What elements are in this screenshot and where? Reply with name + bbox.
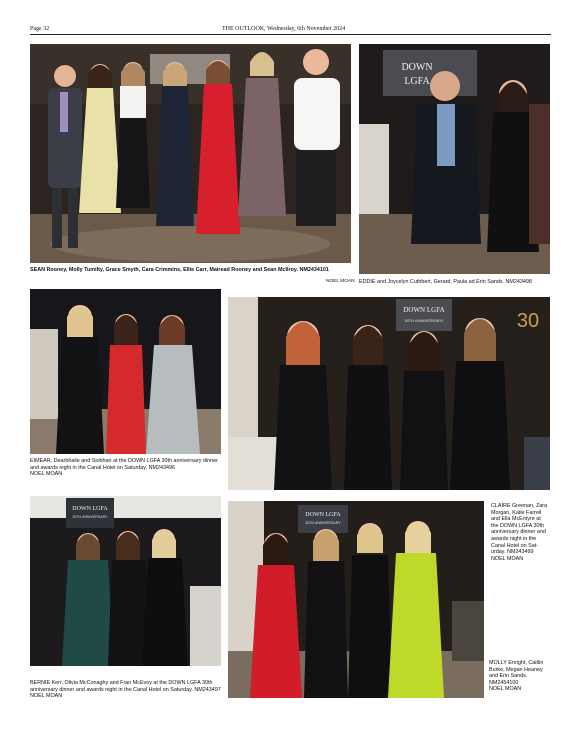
sign-text-1: DOWN LGFA [72,506,108,512]
caption-photo-three-women: EIMEAR, Dearbhaile and Siobhan at the DOWN LGFA 30th anniversary dinner and awards night in the Canal Hotel on Saturday. NM243496 NOEL MOAN [30,458,218,478]
caption-photo-group-seven: SEAN Rooney, Molly Tumilty, Grace Smyth, Cara Crimmins, Ellie Carr, Mairead Rooney and Sean McIlroy. NM2434101 [30,267,329,273]
photo-group-seven [30,44,351,263]
page-number: Page 32 [30,26,50,32]
sign-text-2: 30TH ANNIVERSARY [305,521,341,525]
photo-group-sign [359,44,550,274]
sign-text-1: DOWN LGFA [305,512,341,518]
sign-text-2: LGFA [404,76,430,87]
balloon-number: 30 [516,310,540,332]
photo-three-women [30,289,221,454]
sign-text-2: 30TH ANNIVERSARY [72,515,108,519]
caption-photo-group-sign: EDDIE and Joycelyn Cuthbert, Gerard, Paula ad Erin Sands. NM243498 [359,279,532,285]
credit-photo-group-seven: NOEL MOAN [326,279,355,284]
header-rule [30,34,551,35]
masthead: THE OUTLOOK, Wednesday, 6th November 2024 [222,26,346,32]
photo-four-women-dresses [228,501,484,698]
photo-four-women [228,297,550,490]
sign-text-2: 30TH ANNIVERSARY [404,318,444,323]
caption-photo-three-women-banner: BERNIE Kerr, Olivia McConaghy and Fran McEvoy at the DOWN LGFA 30th anniversary dinner and awards night in the Canal Hotel on Saturday. NM243497 NOEL MOAN [30,680,221,700]
caption-side-claire: CLAIRE Greenan, Zara Morgan, Katie Farrell and Ella McEntyre at the DOWN LGFA 30th anniversary dinner and awards night in the Canal Hotel on Sat- urday. NM243499 NOEL MOAN [491,503,548,562]
photo-three-women-banner [30,496,221,666]
sign-text-1: DOWN [401,62,433,73]
caption-side-molly: MOLLY Enright, Caitlin Burke, Megan Heaney and Erin Sands. NM2454100 NOEL MOAN [489,660,544,693]
sign-text-1: DOWN LGFA [403,306,445,314]
